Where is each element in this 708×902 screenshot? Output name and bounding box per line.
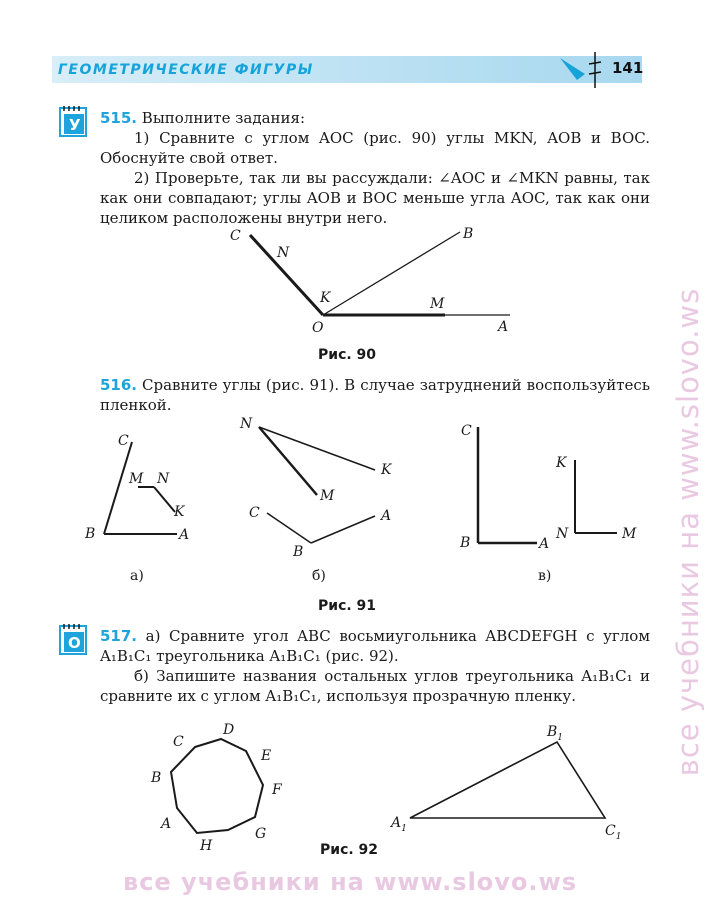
label-g: G <box>255 826 267 842</box>
octagon-abcdefgh <box>171 739 263 833</box>
label-n: N <box>240 416 253 432</box>
task-text: Сравните углы (рис. 91). В случае затруднений воспользуйтесь пленкой. <box>100 376 650 414</box>
task-517-b: б) Запишите названия остальных углов треугольника A₁B₁C₁ и сравните их с углом A₁B₁C₁, используя прозрачную пленку. <box>100 667 650 705</box>
label-a: A <box>381 508 392 524</box>
figure-91-a <box>80 425 210 550</box>
label-m: M <box>430 296 445 312</box>
label-n: N <box>157 471 170 487</box>
label-k: K <box>556 455 567 471</box>
task-lead: Выполните задания: <box>141 109 306 127</box>
label-b: B <box>151 770 162 786</box>
label-c: C <box>230 228 241 244</box>
watermark-bottom: все учебники на www.slovo.ws <box>123 868 577 896</box>
task-badge-u-icon <box>58 104 90 138</box>
label-a: A <box>161 816 172 832</box>
task-number: 515. <box>100 109 138 127</box>
label-b: B <box>293 544 304 560</box>
task-number: 516. <box>100 376 138 394</box>
figure-91-caption: Рис. 91 <box>318 598 377 614</box>
figure-91-c-label: в) <box>538 568 552 584</box>
label-b: B <box>85 526 96 542</box>
watermark-side: все учебники на www.slovo.ws <box>671 287 705 777</box>
figure-91-b <box>235 410 405 560</box>
task-515-item-2: 2) Проверьте, так ли вы рассуждали: ∠AOC и ∠MKN равны, так как они совпадают; углы AOB и BOC меньше угла AOC, так как они целиком расположены внутри него. <box>100 169 650 227</box>
label-a: A <box>539 536 550 552</box>
svg-text:О: О <box>68 634 81 652</box>
figure-92-triangle <box>385 720 635 845</box>
header-ornament-icon <box>555 50 615 90</box>
figure-92-octagon <box>145 720 300 855</box>
task-part-a: а) Сравните угол ABC восьмиугольника ABCDEFGH с углом A₁B₁C₁ треугольника A₁B₁C₁ (рис. 92). <box>100 627 650 665</box>
page-number: 141 <box>612 59 644 77</box>
triangle-a1b1c1 <box>410 742 605 818</box>
label-h: H <box>200 838 213 854</box>
label-m: M <box>320 488 335 504</box>
chapter-title: ГЕОМЕТРИЧЕСКИЕ ФИГУРЫ <box>58 62 314 78</box>
task-badge-o-icon <box>58 622 90 656</box>
figure-91-c <box>455 420 645 555</box>
label-c: C <box>173 734 184 750</box>
task-517-a <box>100 626 650 666</box>
figure-90-caption: Рис. 90 <box>318 347 377 363</box>
task-516 <box>100 375 650 415</box>
label-a: A <box>498 319 509 335</box>
label-k: K <box>174 504 185 520</box>
label-b: B <box>460 535 471 551</box>
task-number: 517. <box>100 627 138 645</box>
label-n: N <box>556 526 569 542</box>
label-a1: $A_1$ <box>391 815 407 834</box>
label-d: D <box>223 722 235 738</box>
label-b1: $B_1$ <box>547 724 564 743</box>
label-n: N <box>277 245 290 261</box>
label-o: O <box>312 320 324 336</box>
label-a: A <box>179 527 190 543</box>
task-515 <box>100 108 650 128</box>
label-c1: $C_1$ <box>605 823 622 842</box>
label-c: C <box>118 433 129 449</box>
label-k: K <box>320 290 331 306</box>
label-k: K <box>381 462 392 478</box>
figure-91-b-label: б) <box>312 568 326 584</box>
svg-text:У: У <box>69 116 81 134</box>
label-e: E <box>261 748 272 764</box>
label-b: B <box>463 226 474 242</box>
label-c: C <box>461 423 472 439</box>
figure-90 <box>220 220 520 340</box>
label-m: M <box>622 526 637 542</box>
label-c: C <box>249 505 260 521</box>
figure-91-a-label: а) <box>130 568 144 584</box>
task-515-item-1: 1) Сравните с углом AOC (рис. 90) углы MKN, AOB и BOC. Обоснуйте свой ответ. <box>100 129 650 167</box>
figure-92-caption: Рис. 92 <box>320 842 379 858</box>
label-f: F <box>272 782 282 798</box>
label-m: M <box>129 471 144 487</box>
